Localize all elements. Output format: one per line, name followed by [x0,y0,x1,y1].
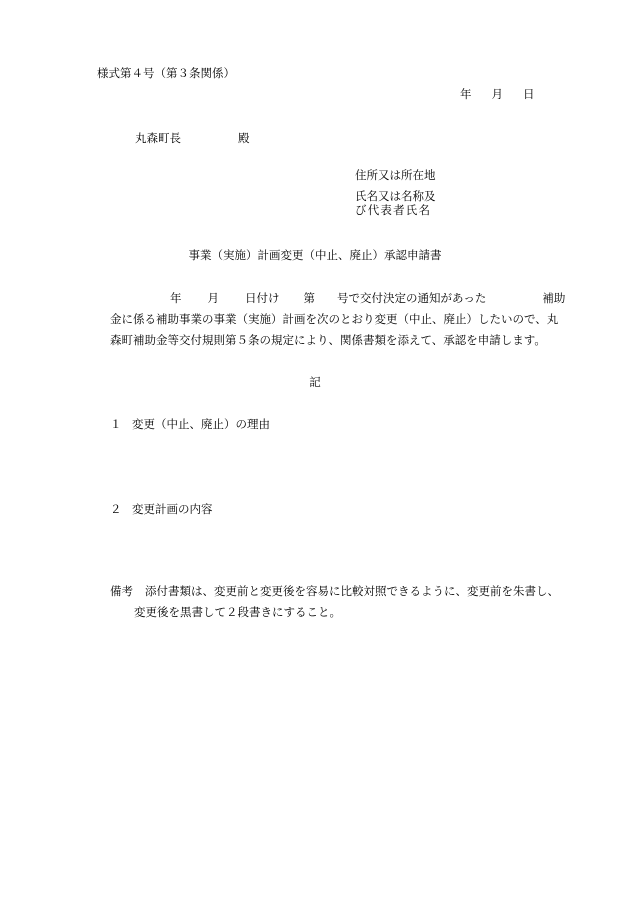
date-line [460,89,535,101]
item-plan-content [110,504,213,516]
item-text: 変更計画の内容 [132,502,213,516]
applicant-address-label: 住所又は所在地 [355,168,436,182]
date-day-label: 日 [523,87,535,101]
date-year-label: 年 [460,87,472,101]
body-notice: 号で交付決定の通知があった [337,291,487,305]
document-title: 事業（実施）計画変更（中止、廃止）承認申請書 [188,248,442,262]
note-line-2: 変更後を黒書して２段書きにすること。 [134,605,341,619]
item-reason [110,419,270,431]
body-line-1 [170,293,565,305]
body-month: 月 [207,291,219,305]
note-text-1: 添付書類は、変更前と変更後を容易に比較対照できるように、変更前を朱書し、 [145,584,559,598]
item-number: ２ [110,502,122,516]
body-dated: 日付け [245,291,280,305]
addressee [135,133,250,145]
body-line-2: 金に係る補助事業の事業（実施）計画を次のとおり変更（中止、廃止）したいので、丸 [110,312,559,326]
body-year: 年 [170,291,182,305]
addressee-name: 丸森町長 [135,131,181,145]
addressee-honorific: 殿 [238,131,250,145]
form-number: 様式第４号（第３条関係） [97,66,235,80]
item-text: 変更（中止、廃止）の理由 [132,417,270,431]
applicant-name-label-line2: び代表者氏名 [355,203,432,217]
note-label: 備考 [110,584,133,598]
body-line-3: 森町補助金等交付規則第５条の規定により、関係書類を添えて、承認を申請します。 [110,333,546,347]
body-number-prefix: 第 [303,291,315,305]
applicant-name-label-line1: 氏名又は名称及 [355,189,436,203]
body-subsidy: 補助 [542,291,566,305]
note-line-1 [110,586,559,598]
ki-heading: 記 [309,375,321,389]
item-number: １ [110,417,122,431]
date-month-label: 月 [491,87,503,101]
